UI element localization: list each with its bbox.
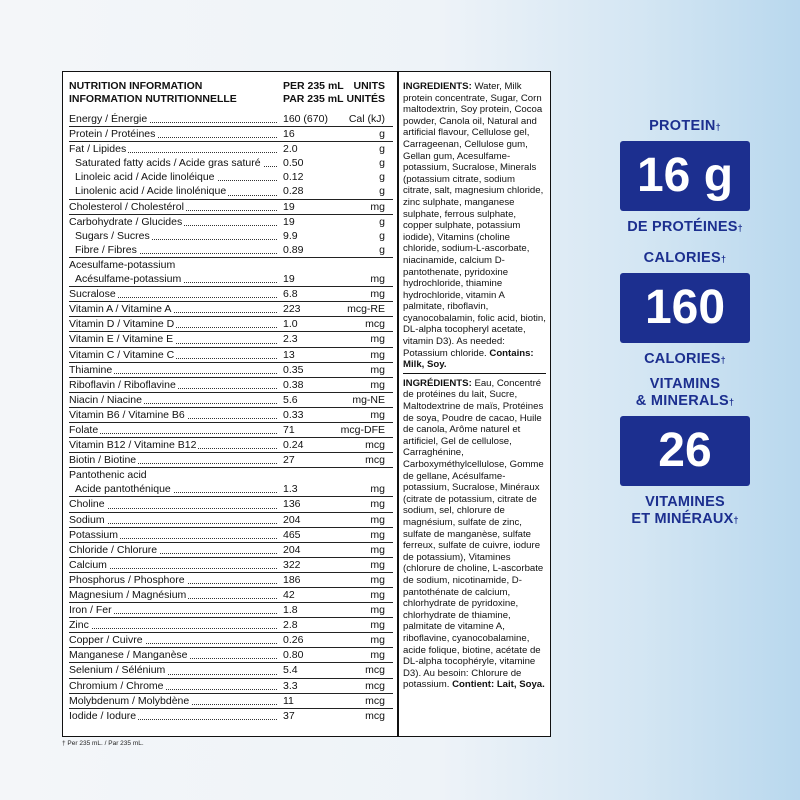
nutrient-unit: g: [379, 157, 385, 170]
nutrient-amount: 0.80: [283, 649, 304, 662]
vitamins-claim-badge: 26: [620, 416, 750, 486]
nutrient-amount: 465: [283, 528, 301, 541]
nutrient-label: Vitamin D / Vitamine D: [69, 317, 277, 331]
vitamins-claim-subtitle: VITAMINES ET MINÉRAUX†: [631, 494, 739, 527]
ingredients-en-contains: Contains: Milk, Soy.: [403, 347, 534, 371]
nutrient-label: Sodium: [69, 513, 277, 527]
nutrient-amount: 11: [283, 694, 294, 707]
nutrient-amount: 0.38: [283, 378, 304, 391]
nutrient-unit: g: [379, 185, 385, 198]
nutrient-unit: mg: [370, 528, 385, 541]
nutrient-amount: 1.8: [283, 604, 298, 617]
header-label-en: NUTRITION INFORMATION: [69, 80, 203, 92]
nutrient-label: Acesulfame-potassium: [69, 258, 176, 271]
nutrient-label: Magnesium / Magnésium: [69, 588, 277, 602]
nutrition-row: [69, 301, 393, 316]
nutrient-label: Sucralose: [69, 287, 277, 301]
nutrient-amount: 27: [283, 454, 295, 467]
nutrient-amount: 0.24: [283, 439, 304, 452]
nutrient-label: Vitamin E / Vitamine E: [69, 332, 277, 346]
nutrient-label: Cholesterol / Cholestérol: [69, 200, 277, 214]
nutrition-row: [69, 184, 393, 198]
nutrient-label: Linolenic acid / Acide linolénique: [75, 184, 277, 198]
nutrient-unit: mcg: [365, 318, 385, 331]
nutrient-amount: 0.89: [283, 243, 304, 256]
nutrient-amount: 322: [283, 558, 301, 571]
nutrition-row: [69, 542, 393, 557]
nutrient-label: Protein / Protéines: [69, 127, 277, 141]
nutrient-unit: mg: [370, 589, 385, 601]
nutrient-unit: mcg: [365, 694, 385, 707]
nutrient-unit: mcg: [365, 664, 385, 677]
nutrient-amount: 9.9: [283, 229, 298, 242]
column-divider: [397, 72, 399, 736]
nutrition-row: [69, 527, 393, 542]
nutrient-label: Vitamin A / Vitamine A: [69, 302, 277, 316]
claims-panel: [600, 118, 770, 528]
ingredients-en: [403, 81, 546, 371]
nutrition-row: [69, 422, 393, 437]
nutrient-unit: g: [379, 215, 385, 228]
nutrient-amount: 204: [283, 543, 301, 556]
nutrient-label: Biotin / Biotine: [69, 453, 277, 467]
nutrition-row: [69, 377, 393, 392]
header-amount-fr: PAR 235 mL: [283, 93, 344, 105]
nutrient-amount: 0.33: [283, 408, 304, 421]
nutrient-unit: mg: [370, 634, 385, 647]
nutrient-unit: mg-NE: [352, 393, 385, 406]
nutrient-unit: g: [379, 229, 385, 242]
nutrient-label: Acésulfame-potassium: [75, 272, 277, 286]
nutrient-label: Fat / Lipides: [69, 142, 277, 156]
nutrition-row: [69, 496, 393, 511]
nutrient-label: Niacin / Niacine: [69, 393, 277, 407]
nutrient-unit: mg: [370, 288, 385, 301]
nutrient-unit: mg: [370, 513, 385, 526]
nutrient-unit: mg: [370, 604, 385, 617]
nutrition-row: [69, 214, 393, 229]
nutrient-unit: g: [379, 171, 385, 184]
nutrient-label: Phosphorus / Phosphore: [69, 573, 277, 587]
vitamins-claim-title: VITAMINS & MINERALS†: [635, 376, 735, 409]
nutrient-label: Iron / Fer: [69, 603, 277, 617]
nutrient-label: Molybdenum / Molybdène: [69, 694, 277, 708]
nutrient-unit: mcg: [365, 454, 385, 467]
calories-claim-title: CALORIES†: [643, 250, 727, 266]
ingredients-fr-heading: INGRÉDIENTS:: [403, 377, 472, 389]
nutrient-amount: 0.26: [283, 634, 304, 647]
nutrient-label: Riboflavin / Riboflavine: [69, 378, 277, 392]
nutrition-row: [69, 482, 393, 496]
nutrition-row: [69, 392, 393, 407]
nutrient-label: Fibre / Fibres: [75, 243, 277, 257]
nutrient-unit: mcg: [365, 679, 385, 692]
ingredients-fr-contains: Contient: Lait, Soya.: [452, 679, 545, 691]
nutrient-label: Pantothenic acid: [69, 469, 147, 482]
protein-claim-title: PROTEIN†: [649, 118, 721, 134]
nutrition-row: [69, 286, 393, 301]
nutrient-amount: 37: [283, 709, 295, 722]
nutrition-row: [69, 272, 393, 286]
nutrient-amount: 19: [283, 215, 295, 228]
nutrient-label: Copper / Cuivre: [69, 633, 277, 647]
nutrition-row: [69, 331, 393, 346]
nutrition-row: [69, 126, 393, 141]
nutrient-amount: 0.12: [283, 171, 304, 184]
header-units: [346, 80, 385, 106]
nutrient-unit: mcg: [365, 439, 385, 452]
nutrition-row: [69, 602, 393, 617]
nutrient-amount: 42: [283, 589, 295, 601]
nutrient-unit: mg: [370, 333, 385, 346]
nutrient-amount: 1.3: [283, 483, 298, 496]
nutrient-label: Energy / Énergie: [69, 112, 277, 126]
nutrition-row: [69, 407, 393, 422]
nutrition-row: [69, 156, 393, 170]
nutrient-amount: 0.28: [283, 185, 304, 198]
nutrient-amount: 5.6: [283, 393, 298, 406]
nutrition-row: [69, 316, 393, 331]
nutrient-label: Thiamine: [69, 363, 277, 377]
nutrition-row: [69, 112, 393, 126]
nutrient-label: Vitamin C / Vitamine C: [69, 348, 277, 362]
calories-claim-badge: 160: [620, 273, 750, 343]
nutrition-row: [69, 257, 393, 272]
nutrition-row: [69, 347, 393, 362]
nutrient-label: Linoleic acid / Acide linoléique: [75, 170, 277, 184]
nutrition-row: [69, 587, 393, 602]
nutrition-rows: [69, 112, 393, 723]
nutrition-row: [69, 708, 393, 723]
nutrient-amount: 2.8: [283, 619, 298, 632]
nutrient-label: Iodide / Iodure: [69, 709, 277, 723]
nutrient-unit: mg: [370, 363, 385, 376]
nutrient-amount: 136: [283, 498, 301, 511]
nutrient-amount: 1.0: [283, 318, 298, 331]
nutrient-unit: mg: [370, 558, 385, 571]
nutrient-unit: mcg: [365, 709, 385, 722]
nutrition-row: [69, 647, 393, 662]
nutrient-label: Potassium: [69, 528, 277, 542]
header-units-en: UNITS: [353, 80, 385, 92]
nutrient-amount: 0.35: [283, 363, 304, 376]
nutrient-label: Vitamin B12 / Vitamine B12: [69, 438, 277, 452]
nutrition-row: [69, 678, 393, 693]
nutrition-label: [62, 71, 551, 737]
nutrient-label: Zinc: [69, 618, 277, 632]
nutrition-row: [69, 572, 393, 587]
nutrient-unit: mg: [370, 543, 385, 556]
nutrient-label: Vitamin B6 / Vitamine B6: [69, 408, 277, 422]
ingredients-fr-text: Eau, Concentré de protéines du lait, Sucre, Maltodextrine de maïs, Protéines de soya, Poudre de cacao, Huile de canola, Arôme naturel et artificiel, Gel de cellulose, Carraghénine, Carboxyméthylcellulose, Gomme de gellane, Acésulfame-potassium, Sucralose, Minéraux (citrate de potassium, citrate de sodium, sel, chlorure de magnésium, sulfate de zinc, sulfate de manganèse, sulfate ferreux, sulfate de cuivre, iodure de potassium), Vitamines (chlorure de choline, L-ascorbate de sodium, nicotinamide, D-pantothénate de calcium, chlorhydrate de pyridoxine, chlorhydrate de thiamine, palmitate de vitamine A, riboflavine, cyanocobalamine, acide folique, biotine, acétate de DL-alpha tocophéryle, vitamine D3). Au besoin: Chlorure de potassium.: [403, 377, 544, 691]
nutrient-amount: 186: [283, 573, 301, 586]
protein-claim-subtitle: DE PROTÉINES†: [627, 219, 743, 235]
nutrition-row: [69, 617, 393, 632]
nutrition-row: [69, 452, 393, 467]
nutrient-label: Sugars / Sucres: [75, 229, 277, 243]
footnote: † Per 235 mL. / Par 235 mL.: [62, 740, 144, 747]
nutrition-row: [69, 632, 393, 647]
nutrient-label: Folate: [69, 423, 277, 437]
nutrient-amount: 160 (670): [283, 113, 328, 125]
nutrient-unit: mg: [370, 348, 385, 361]
nutrition-row: [69, 170, 393, 184]
nutrition-row: [69, 199, 393, 214]
nutrient-unit: g: [379, 128, 385, 141]
nutrient-amount: 19: [283, 273, 295, 286]
nutrient-amount: 6.8: [283, 288, 298, 301]
nutrient-label: Acide pantothénique: [75, 482, 277, 496]
nutrition-row: [69, 557, 393, 572]
nutrient-amount: 2.0: [283, 143, 298, 156]
nutrient-unit: g: [379, 143, 385, 156]
nutrient-unit: mg: [370, 573, 385, 586]
nutrient-amount: 223: [283, 303, 301, 316]
header-amount-en: PER 235 mL: [283, 80, 344, 92]
ingredients-panel: [403, 81, 546, 693]
nutrient-amount: 71: [283, 423, 295, 436]
header-label: [69, 80, 237, 106]
nutrient-unit: g: [379, 243, 385, 256]
nutrient-unit: mcg-RE: [347, 303, 385, 316]
nutrient-unit: mg: [370, 200, 385, 213]
nutrient-unit: mcg-DFE: [340, 423, 385, 436]
nutrient-unit: mg: [370, 619, 385, 632]
header-label-fr: INFORMATION NUTRITIONNELLE: [69, 93, 237, 105]
nutrient-amount: 204: [283, 513, 301, 526]
nutrition-row: [69, 512, 393, 527]
nutrient-amount: 3.3: [283, 679, 298, 692]
nutrient-label: Chloride / Chlorure: [69, 543, 277, 557]
nutrition-row: [69, 141, 393, 156]
ingredients-en-text: Water, Milk protein concentrate, Sugar, Corn maltodextrin, Soy protein, Cocoa powder, Canola oil, Natural and artificial flavour, Cellulose gel, Carrageenan, Cellulose gum, Gellan gum, Acesulfame-potassium, Sucralose, Minerals (potassium citrate, sodium citrate, salt, magnesium chloride, zinc sulphate, manganese sulphate, ferrous sulphate, copper sulphate, potassium iodide), Vitamins (choline chloride, sodium-L-ascorbate, niacinamide, calcium D-pantothenate, pyridoxine hydrochloride, thiamine hydrochloride, vitamin A palmitate, riboflavin, cyanocobalamin, folic acid, biotin, DL-alpha tocopheryl acetate, vitamin D3). As needed: Potassium chloride.: [403, 81, 546, 359]
nutrient-amount: 19: [283, 200, 295, 213]
nutrition-table-header: [69, 80, 393, 112]
header-amount: [283, 80, 344, 106]
nutrition-row: [69, 693, 393, 708]
nutrition-row: [69, 229, 393, 243]
header-units-fr: UNITÉS: [346, 93, 385, 105]
nutrient-label: Carbohydrate / Glucides: [69, 215, 277, 229]
protein-claim-badge: 16 g: [620, 141, 750, 211]
nutrient-unit: mg: [370, 649, 385, 662]
nutrient-unit: Cal (kJ): [348, 113, 385, 125]
nutrition-row: [69, 467, 393, 482]
nutrient-amount: 2.3: [283, 333, 298, 346]
nutrient-amount: 16: [283, 128, 295, 141]
nutrient-label: Saturated fatty acids / Acide gras saturé: [75, 156, 277, 170]
nutrition-row: [69, 437, 393, 452]
ingredients-fr: [403, 373, 546, 691]
nutrient-unit: mg: [370, 378, 385, 391]
nutrient-amount: 0.50: [283, 157, 304, 170]
nutrient-unit: mg: [370, 498, 385, 511]
nutrient-amount: 13: [283, 348, 295, 361]
ingredients-en-heading: INGREDIENTS:: [403, 81, 472, 92]
nutrition-row: [69, 243, 393, 257]
nutrient-label: Choline: [69, 497, 277, 511]
nutrient-label: Chromium / Chrome: [69, 679, 277, 693]
nutrient-label: Calcium: [69, 558, 277, 572]
nutrition-row: [69, 362, 393, 377]
nutrient-amount: 5.4: [283, 664, 298, 677]
nutrient-unit: mg: [370, 408, 385, 421]
nutrition-row: [69, 662, 393, 677]
nutrient-unit: mg: [370, 273, 385, 286]
nutrient-label: Manganese / Manganèse: [69, 648, 277, 662]
calories-claim-subtitle: CALORIES†: [644, 351, 726, 367]
nutrient-unit: mg: [370, 483, 385, 496]
nutrition-table: [69, 80, 393, 723]
nutrient-label: Selenium / Sélénium: [69, 663, 277, 677]
